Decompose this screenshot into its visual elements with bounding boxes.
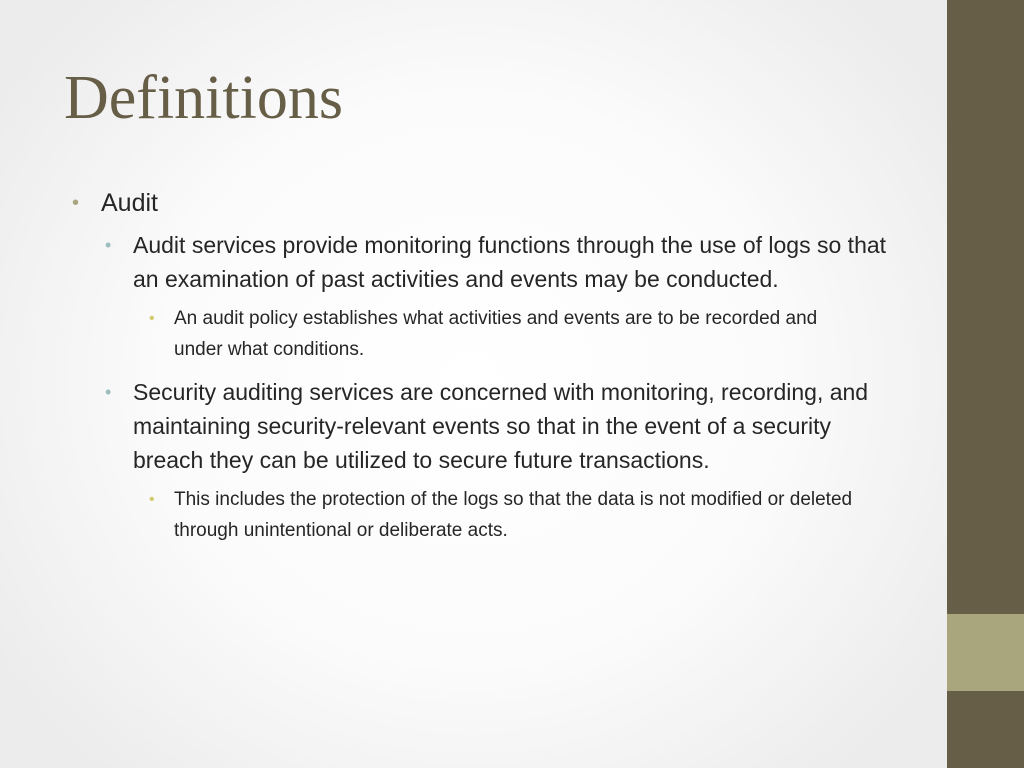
bullet-text: Security auditing services are concerned with monitoring, recording, and maintaining security-relevant events so that in the event of a security breach they can be utilized to secure future transactions.: [133, 379, 869, 473]
bullet-text: Audit services provide monitoring functions through the use of logs so that an examination of past activities and events may be conducted.: [133, 232, 887, 292]
bullet-dot-icon: •: [105, 382, 112, 402]
bullet-dot-icon: •: [149, 491, 155, 508]
bullet-dot-icon: •: [149, 310, 155, 327]
bullet-list: [72, 186, 902, 546]
bullet-audit: [72, 186, 902, 220]
bullet-log-protection: [149, 485, 854, 546]
decorative-sidebar-accent: [947, 614, 1024, 691]
bullet-dot-icon: •: [72, 192, 80, 214]
bullet-text: An audit policy establishes what activities and events are to be recorded and under what conditions.: [174, 308, 818, 360]
bullet-audit-services: [105, 228, 903, 296]
bullet-text: This includes the protection of the logs so that the data is not modified or deleted through unintentional or deliberate acts.: [174, 489, 853, 541]
bullet-dot-icon: •: [105, 235, 112, 255]
bullet-security-auditing: [105, 375, 903, 477]
bullet-audit-policy: [149, 304, 854, 365]
bullet-text: Audit: [101, 189, 158, 217]
slide-title: Definitions: [64, 64, 343, 132]
